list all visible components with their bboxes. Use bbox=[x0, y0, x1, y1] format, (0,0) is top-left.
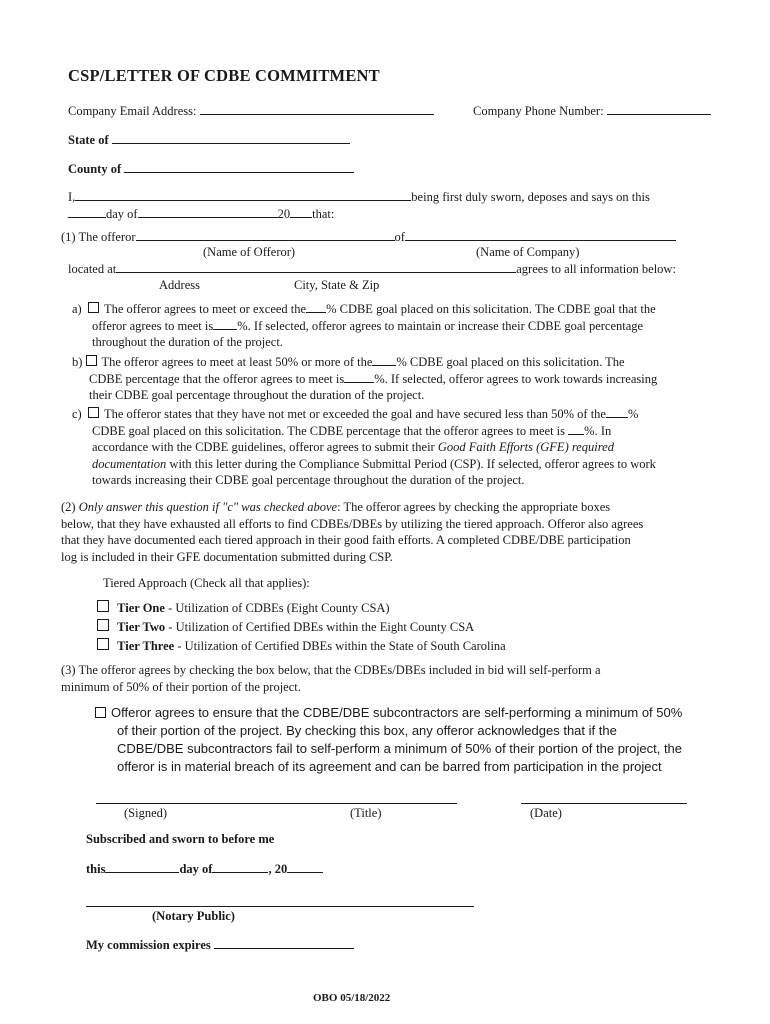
name-of-offeror-caption: (Name of Offeror) bbox=[203, 245, 296, 259]
commission-row bbox=[86, 937, 354, 953]
state-field[interactable] bbox=[112, 132, 350, 144]
footer-code: OBO 05/18/2022 bbox=[313, 992, 391, 1004]
signed-caption: (Signed) bbox=[124, 806, 168, 820]
notary-month-field[interactable] bbox=[212, 861, 268, 873]
option-a-text-3: throughout the duration of the project. bbox=[92, 335, 283, 349]
option-a-percent-field[interactable] bbox=[213, 318, 237, 330]
oath-year-field[interactable] bbox=[290, 206, 312, 218]
phone-label: Company Phone Number: bbox=[473, 104, 604, 118]
state-label: State of bbox=[68, 133, 109, 147]
option-c bbox=[72, 406, 656, 489]
oath-line-2 bbox=[68, 206, 334, 222]
address-caption: Address bbox=[159, 278, 200, 292]
tier-three-row bbox=[97, 638, 506, 654]
subscribed-text: Subscribed and sworn to before me bbox=[86, 832, 275, 846]
oath-that: that: bbox=[312, 207, 335, 221]
notary-day-of: day of bbox=[179, 862, 213, 876]
option-c-goal-field[interactable] bbox=[606, 406, 628, 418]
notary-day-field[interactable] bbox=[105, 861, 179, 873]
section-3-line-2: minimum of 50% of their portion of the project. bbox=[61, 679, 301, 694]
self-perform-checkbox[interactable] bbox=[95, 707, 106, 718]
email-field[interactable] bbox=[200, 103, 434, 115]
notary-public-caption: (Notary Public) bbox=[152, 909, 235, 923]
date-caption: (Date) bbox=[530, 806, 562, 820]
email-label: Company Email Address: bbox=[68, 104, 197, 118]
commission-label: My commission expires bbox=[86, 938, 211, 952]
tier-one-row bbox=[97, 600, 390, 616]
tier-three-name: Tier Three bbox=[117, 639, 175, 653]
option-a-text-1b: % CDBE goal placed on this solicitation. The CDBE goal that the bbox=[326, 302, 656, 316]
section-2-italic: Only answer this question if "c" was checked above bbox=[78, 500, 338, 514]
notary-date-row bbox=[86, 861, 323, 877]
option-a-checkbox[interactable] bbox=[88, 302, 99, 313]
notary-year-field[interactable] bbox=[287, 861, 323, 873]
notary-year-prefix: , 20 bbox=[268, 862, 288, 876]
section-2-line-2: below, that they have exhausted all efforts to find CDBEs/DBEs by utilizing the tiered approach. Offeror also agrees bbox=[61, 516, 644, 531]
section-2 bbox=[61, 499, 643, 565]
option-a-text-1: The offeror agrees to meet or exceed the bbox=[103, 302, 307, 316]
offeror-name-field[interactable] bbox=[136, 229, 395, 241]
option-c-percent-field[interactable] bbox=[568, 423, 584, 435]
option-c-text-1: The offeror states that they have not met or exceeded the goal and have secured less than 50% of the bbox=[103, 407, 606, 421]
option-c-text-4: with this letter during the Compliance Submittal Period (CSP). If selected, offeror agrees to work bbox=[169, 456, 656, 471]
city-state-zip-caption: City, State & Zip bbox=[294, 278, 380, 292]
tier-two-desc: - Utilization of Certified DBEs within the Eight County CSA bbox=[165, 620, 475, 634]
oath-line-1 bbox=[68, 189, 650, 205]
option-a-text-2: offeror agrees to meet is bbox=[92, 318, 214, 333]
option-a-text-2b: %. If selected, offeror agrees to maintain or increase their CDBE goal percentage bbox=[237, 318, 644, 333]
page-title: CSP/LETTER OF CDBE COMMITMENT bbox=[68, 66, 380, 85]
option-b-prefix: b) bbox=[72, 355, 83, 369]
option-a-goal-field[interactable] bbox=[306, 301, 326, 313]
oath-day-field[interactable] bbox=[68, 206, 106, 218]
section-3-line-1: (3) The offeror agrees by checking the box below, that the CDBEs/DBEs included in bid will self-perform a bbox=[61, 663, 601, 677]
self-perform-agreement bbox=[95, 704, 682, 776]
agrees-text: agrees to all information below: bbox=[516, 262, 676, 276]
option-c-text-5: towards increasing their CDBE goal percentage throughout the duration of the project. bbox=[92, 473, 525, 487]
oath-month-field[interactable] bbox=[138, 206, 278, 218]
tier-three-checkbox[interactable] bbox=[97, 638, 109, 650]
county-row bbox=[68, 161, 354, 177]
self-perform-line-4: offeror is in material breach of its agreement and can be barred from participation in the project bbox=[117, 759, 662, 774]
name-of-company-caption: (Name of Company) bbox=[476, 245, 580, 259]
option-b-percent-field[interactable] bbox=[344, 371, 374, 383]
option-b-text-3: their CDBE goal percentage throughout the duration of the project. bbox=[89, 388, 425, 402]
oath-year-prefix: 20 bbox=[277, 207, 291, 221]
section-2-line-3: that they have documented each tiered approach in their good faith efforts. A completed CDBE/DBE participation bbox=[61, 533, 631, 547]
notary-signature-line[interactable] bbox=[86, 906, 474, 907]
self-perform-line-1: Offeror agrees to ensure that the CDBE/DBE subcontractors are self-performing a minimum of 50% bbox=[111, 705, 683, 720]
oath-i-label: I, bbox=[68, 190, 76, 204]
option-c-text-4-italic: documentation bbox=[92, 456, 167, 471]
offeror-lead: (1) The offeror bbox=[61, 230, 136, 244]
commission-expires-field[interactable] bbox=[214, 937, 354, 949]
tier-one-desc: - Utilization of CDBEs (Eight County CSA) bbox=[164, 601, 390, 615]
option-a bbox=[72, 301, 656, 351]
title-caption: (Title) bbox=[350, 806, 382, 820]
county-label: County of bbox=[68, 162, 122, 176]
tier-two-checkbox[interactable] bbox=[97, 619, 109, 631]
option-b-checkbox[interactable] bbox=[86, 355, 97, 366]
notary-this: this bbox=[86, 862, 106, 876]
offeror-line bbox=[61, 229, 676, 245]
section-2-line-1: : The offeror agrees by checking the appropriate boxes bbox=[337, 500, 611, 514]
option-c-prefix: c) bbox=[72, 407, 82, 421]
option-b-text-1: The offeror agrees to meet at least 50% or more of the bbox=[101, 355, 373, 369]
option-c-text-3-italic: Good Faith Efforts (GFE) required bbox=[437, 440, 614, 454]
phone-field[interactable] bbox=[607, 103, 711, 115]
oath-sworn-text: being first duly sworn, deposes and says on this bbox=[411, 190, 650, 204]
tier-three-desc: - Utilization of Certified DBEs within the State of South Carolina bbox=[174, 639, 506, 653]
county-field[interactable] bbox=[124, 161, 354, 173]
self-perform-line-2: of their portion of the project. By checking this box, any offeror acknowledges that if the bbox=[117, 723, 617, 738]
option-a-prefix: a) bbox=[72, 302, 82, 316]
option-c-text-3: accordance with the CDBE guidelines, offeror agrees to submit their bbox=[92, 440, 435, 454]
option-c-text-1b: % bbox=[627, 407, 639, 421]
affiant-name-field[interactable] bbox=[75, 189, 411, 201]
state-row bbox=[68, 132, 350, 148]
email-row bbox=[68, 103, 434, 119]
section-3 bbox=[61, 662, 601, 695]
tier-two-row bbox=[97, 619, 474, 635]
option-b-text-1b: % CDBE goal placed on this solicitation. The bbox=[396, 355, 625, 369]
location-field[interactable] bbox=[116, 261, 516, 273]
section-2-lead: (2) bbox=[61, 500, 76, 514]
signature-line[interactable] bbox=[96, 803, 457, 804]
section-2-line-4: log is included in their GFE documentation submitted during CSP. bbox=[61, 549, 393, 564]
oath-day-of: day of bbox=[106, 207, 138, 221]
option-c-text-2: CDBE goal placed on this solicitation. The CDBE percentage that the offeror agrees to meet is bbox=[92, 423, 566, 438]
company-name-field[interactable] bbox=[405, 229, 676, 241]
located-line bbox=[68, 261, 676, 277]
located-at-label: located at bbox=[68, 262, 117, 276]
tiered-approach-label: Tiered Approach (Check all that applies): bbox=[103, 576, 310, 590]
option-b-text-2: CDBE percentage that the offeror agrees to meet is bbox=[89, 371, 345, 386]
tier-one-name: Tier One bbox=[117, 601, 165, 615]
option-b bbox=[72, 354, 657, 404]
option-b-text-2b: %. If selected, offeror agrees to work towards increasing bbox=[374, 371, 658, 386]
option-c-checkbox[interactable] bbox=[88, 407, 99, 418]
option-c-text-2b: %. In bbox=[584, 423, 612, 438]
tier-one-checkbox[interactable] bbox=[97, 600, 109, 612]
offeror-of: of bbox=[394, 230, 405, 244]
tier-two-name: Tier Two bbox=[117, 620, 166, 634]
phone-row bbox=[473, 103, 711, 119]
option-b-goal-field[interactable] bbox=[372, 354, 396, 366]
date-line[interactable] bbox=[521, 803, 687, 804]
self-perform-line-3: CDBE/DBE subcontractors fail to self-perform a minimum of 50% of their portion of the project, the bbox=[117, 741, 683, 756]
